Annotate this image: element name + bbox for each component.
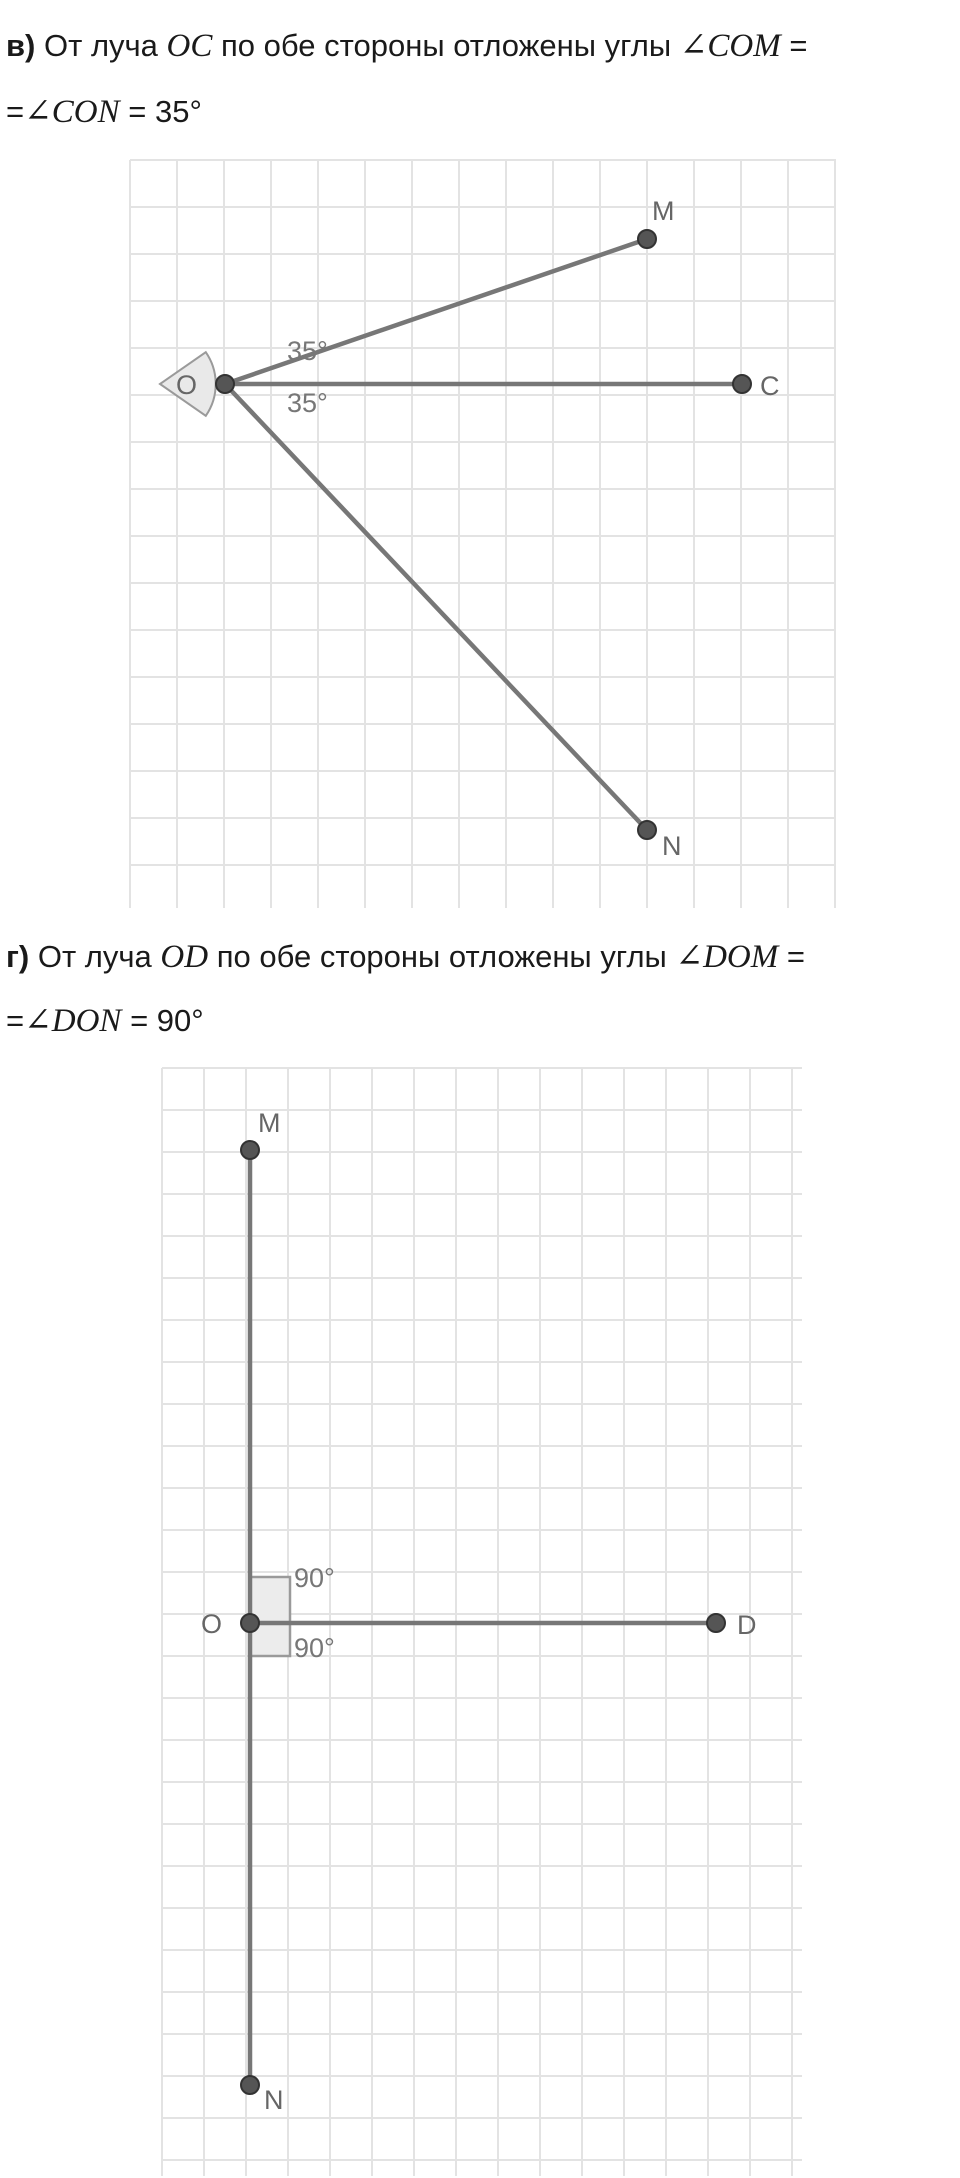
point-d xyxy=(707,1614,725,1632)
part-marker: в) xyxy=(6,28,36,63)
point-n xyxy=(241,2076,259,2094)
angle-value: = 90° xyxy=(130,1003,204,1038)
ray-name: OC xyxy=(166,28,213,64)
angle-name: ∠COM xyxy=(679,28,781,64)
point-label-o: O xyxy=(201,1609,223,1639)
angle-label-top: 35° xyxy=(287,336,328,366)
angle-diagram-g xyxy=(0,1060,960,2178)
equals-sign: = xyxy=(6,1003,25,1038)
point-label-c: C xyxy=(760,371,780,401)
angle-value: = 35° xyxy=(128,94,202,129)
point-o xyxy=(241,1614,259,1632)
problem-text: От луча xyxy=(37,939,152,974)
problem-text: по обе стороны отложены углы xyxy=(221,28,672,63)
point-label-d: D xyxy=(737,1610,757,1640)
point-m xyxy=(638,230,656,248)
angle-diagram-v xyxy=(0,150,960,910)
problem-text: по обе стороны отложены углы xyxy=(216,939,667,974)
equals-sign: = xyxy=(6,94,25,129)
point-m xyxy=(241,1141,259,1159)
point-c xyxy=(733,375,751,393)
point-label-n: N xyxy=(662,831,682,861)
angle-label-bottom: 90° xyxy=(294,1633,335,1663)
problem-text: От луча xyxy=(44,28,158,63)
grid xyxy=(130,160,836,908)
angle-name: ∠DOM xyxy=(675,939,779,975)
point-label-m: M xyxy=(258,1108,281,1138)
point-label-n: N xyxy=(264,2085,284,2115)
problem-g-line-1 xyxy=(6,937,805,977)
point-o xyxy=(216,375,234,393)
angle-name: ∠DON xyxy=(24,1003,122,1039)
part-marker: г) xyxy=(6,939,30,974)
angle-label-bottom: 35° xyxy=(287,388,328,418)
equals-sign: = xyxy=(786,939,805,974)
problem-g-line-2 xyxy=(6,1001,204,1041)
point-label-o: O xyxy=(176,370,198,400)
problem-v-line-2 xyxy=(6,92,202,132)
point-n xyxy=(638,821,656,839)
ray-on xyxy=(225,384,647,830)
problem-v-line-1 xyxy=(6,26,807,66)
angle-label-top: 90° xyxy=(294,1563,335,1593)
angle-name: ∠CON xyxy=(24,94,120,130)
equals-sign: = xyxy=(789,28,808,63)
point-label-m: M xyxy=(652,196,675,226)
ray-name: OD xyxy=(160,939,209,975)
